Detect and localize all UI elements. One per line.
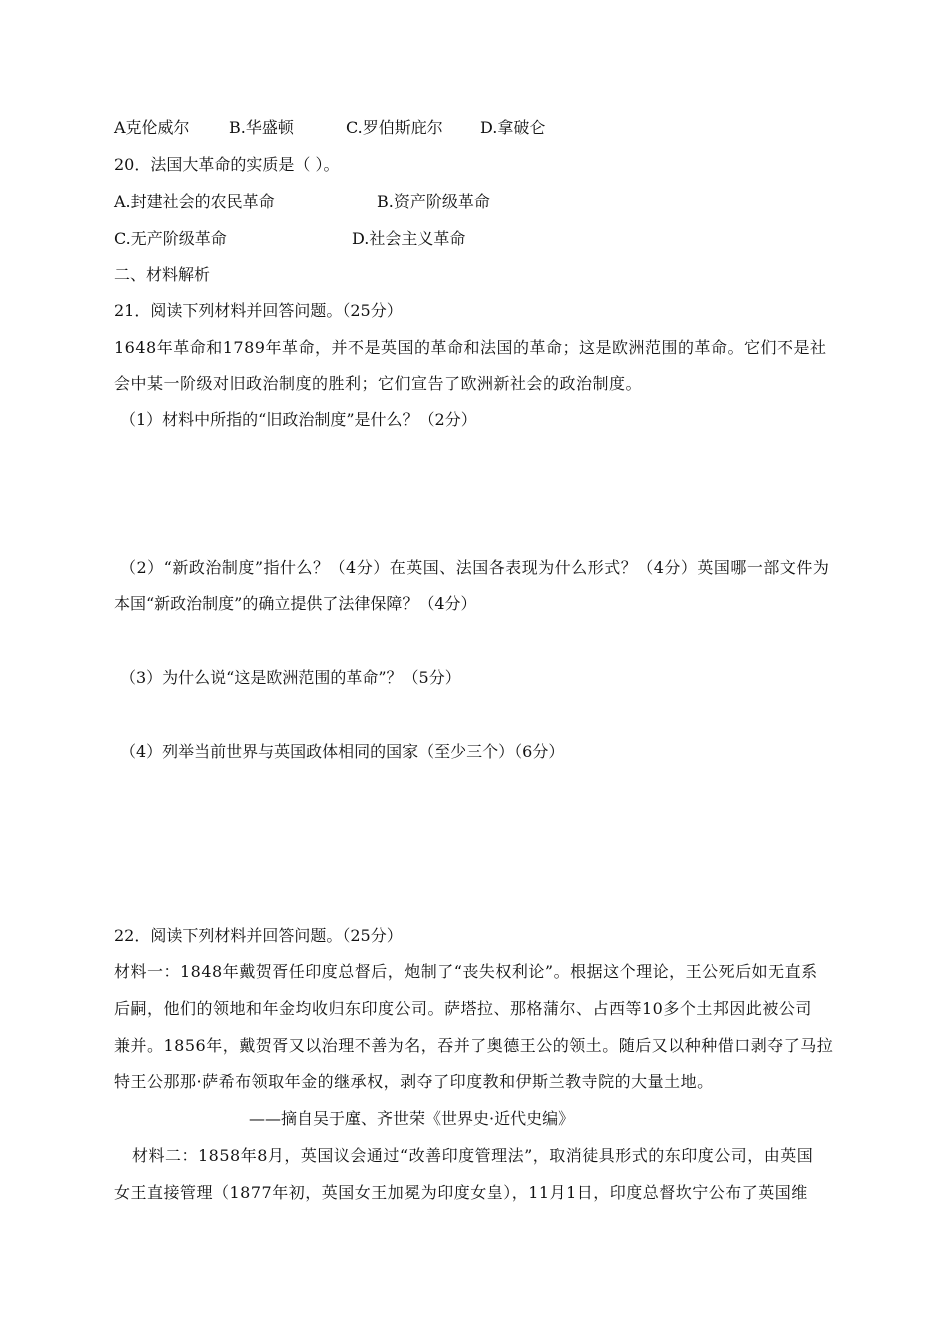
q20-option-a: A.封建社会的农民革命 — [114, 192, 275, 211]
q20-option-d: D.社会主义革命 — [352, 229, 466, 248]
q19-option-d: D.拿破仑 — [480, 118, 546, 137]
q21-subquestion-3: （3）为什么说“这是欧洲范围的革命”？（5分） — [120, 668, 461, 687]
q19-option-a: A克伦威尔 — [114, 118, 190, 137]
q22-material-1-line: 材料一：1848年戴贺胥任印度总督后，炮制了“丧失权利论”。根据这个理论，王公死后如无直系 — [114, 962, 818, 981]
q22-material-1-source: ——摘自吴于廑、齐世荣《世界史·近代史编》 — [249, 1109, 575, 1128]
q21-subquestion-1: （1）材料中所指的“旧政治制度”是什么？（2分） — [120, 410, 477, 429]
q21-stem: 21．阅读下列材料并回答问题。（25分） — [114, 301, 403, 320]
q22-material-1-line: 特王公那那·萨希布领取年金的继承权，剥夺了印度教和伊斯兰教寺院的大量土地。 — [114, 1072, 714, 1091]
q21-subquestion-2-cont: 本国“新政治制度”的确立提供了法律保障？（4分） — [114, 594, 477, 613]
section-title: 二、材料解析 — [114, 265, 211, 284]
q19-option-b: B.华盛顿 — [229, 118, 294, 137]
q22-material-1-line: 兼并。1856年，戴贺胥又以治理不善为名，吞并了奥德王公的领土。随后又以种种借口剥夺了马拉 — [114, 1036, 834, 1055]
q22-material-2-line: 材料二：1858年8月，英国议会通过“改善印度管理法”，取消徒具形式的东印度公司，由英国 — [132, 1146, 814, 1165]
q19-option-c: C.罗伯斯庇尔 — [346, 118, 443, 137]
q21-material-line: 1648年革命和1789年革命，并不是英国的革命和法国的革命；这是欧洲范围的革命。它们不是社 — [114, 338, 827, 357]
q22-material-1-line: 后嗣，他们的领地和年金均收归东印度公司。萨塔拉、那格蒲尔、占西等10多个土邦因此被公司 — [114, 999, 812, 1018]
q22-material-2-line: 女王直接管理（1877年初，英国女王加冕为印度女皇），11月1日，印度总督坎宁公布了英国维 — [114, 1183, 808, 1202]
q21-subquestion-2: （2）“新政治制度”指什么？（4分）在英国、法国各表现为什么形式？（4分）英国哪一部文件为 — [120, 558, 830, 577]
q20-option-b: B.资产阶级革命 — [377, 192, 490, 211]
q20-stem: 20．法国大革命的实质是（ ）。 — [114, 155, 340, 174]
q22-stem: 22．阅读下列材料并回答问题。（25分） — [114, 926, 403, 945]
q21-material-line: 会中某一阶级对旧政治制度的胜利；它们宣告了欧洲新社会的政治制度。 — [114, 374, 643, 393]
q21-subquestion-4: （4）列举当前世界与英国政体相同的国家（至少三个）（6分） — [120, 742, 565, 761]
q20-option-c: C.无产阶级革命 — [114, 229, 227, 248]
